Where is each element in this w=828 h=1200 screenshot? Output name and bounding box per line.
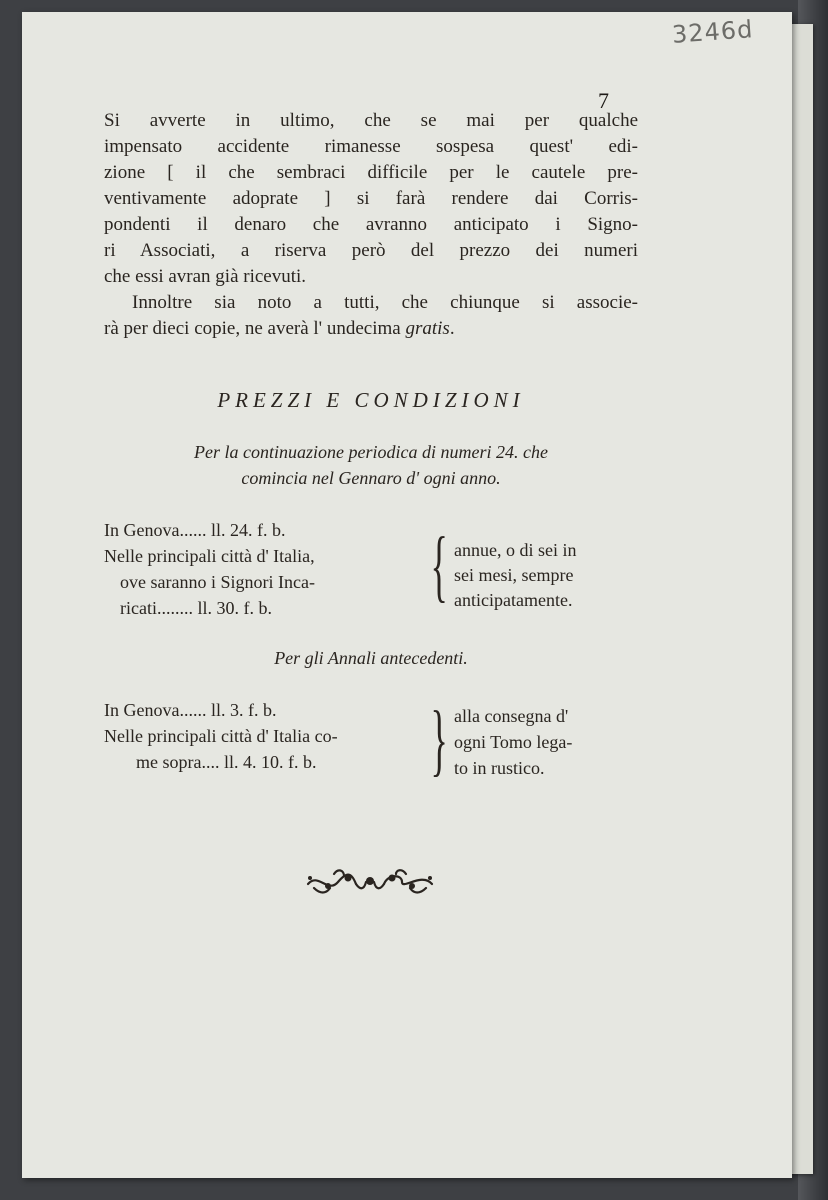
price-row: In Genova...... ll. 24. f. b.: [104, 520, 286, 540]
curly-brace: }: [430, 696, 448, 784]
second-paragraph-text: rà per dieci copie, ne averà l' undecima: [104, 318, 406, 339]
brace-note-line: alla consegna d': [454, 706, 569, 726]
notice-line: che essi avran già ricevuti.: [104, 266, 307, 287]
second-paragraph-line: [104, 316, 638, 342]
price-row: ricati........ ll. 30. f. b.: [120, 598, 272, 618]
price-row: Nelle principali città d' Italia,: [104, 546, 315, 566]
archive-shelfmark: 3246d: [671, 15, 755, 49]
period: .: [449, 318, 455, 339]
notice-line: impensato accidente rimanesse sospesa quest' edi-: [104, 136, 638, 157]
price-row: In Genova...... ll. 3. f. b.: [104, 700, 277, 720]
notice-line: ri Associati, a riserva però del prezzo dei numeri: [104, 240, 638, 261]
gratis-italic: gratis: [405, 318, 450, 339]
notice-line: Si avverte in ultimo, che se mai per qualche: [104, 110, 638, 131]
curly-brace: {: [430, 522, 448, 610]
periodic-subtitle: Per la continuazione periodica di numeri 24. che: [194, 442, 548, 462]
brace-note-line: anticipatamente.: [454, 590, 573, 610]
brace-note-line: annue, o di sei in: [454, 540, 577, 560]
underlying-page-edge: [790, 24, 813, 1174]
brace-note-line: ogni Tomo lega-: [454, 732, 573, 752]
fleuron-ornament-icon: [304, 864, 436, 898]
second-paragraph-line: Innoltre sia noto a tutti, che chiunque si associe-: [132, 292, 638, 313]
notice-line: zione [ il che sembraci difficile per le cautele pre-: [104, 162, 638, 183]
price-row: Nelle principali città d' Italia co-: [104, 726, 338, 746]
brace-note-line: to in rustico.: [454, 758, 545, 778]
notice-line: ventivamente adoprate ] si farà rendere dai Corris-: [104, 188, 638, 209]
page-number: 7: [598, 88, 609, 113]
price-row: ove saranno i Signori Inca-: [120, 572, 315, 592]
price-row: me sopra.... ll. 4. 10. f. b.: [136, 752, 317, 772]
section-title: PREZZI E CONDIZIONI: [217, 388, 525, 412]
periodic-subtitle: comincia nel Gennaro d' ogni anno.: [241, 468, 501, 488]
notice-line: pondenti il denaro che avranno anticipato i Signo-: [104, 214, 638, 235]
annali-subtitle: Per gli Annali antecedenti.: [274, 648, 468, 668]
brace-note-line: sei mesi, sempre: [454, 565, 574, 585]
